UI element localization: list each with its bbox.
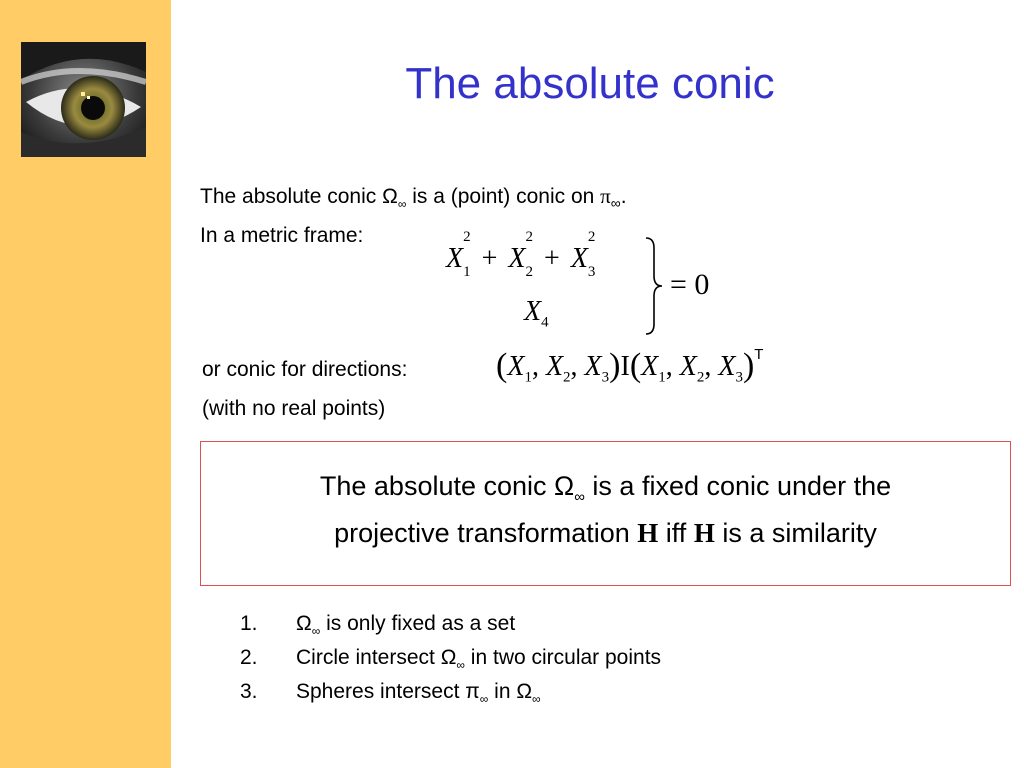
- eq-comma: ,: [704, 351, 712, 382]
- eq-comma: ,: [665, 351, 673, 382]
- list-item: [240, 677, 661, 711]
- eq-var: X: [679, 351, 697, 382]
- infinity-subscript: ∞: [456, 658, 465, 673]
- eq-var: X: [584, 351, 602, 382]
- directions-label: or conic for directions:: [202, 358, 408, 381]
- eq-sub: 2: [525, 263, 534, 280]
- list-item: [240, 609, 661, 643]
- omega-symbol: Ω: [440, 646, 457, 669]
- no-real-points-label: (with no real points): [202, 397, 386, 420]
- eq-var: X: [641, 351, 659, 382]
- list-number: 3.: [240, 680, 258, 703]
- theorem-text-1: The absolute conic: [319, 471, 555, 501]
- eq-var: X: [570, 243, 588, 274]
- eq-var: X: [718, 351, 736, 382]
- theorem-text-3: projective transformation: [334, 518, 638, 549]
- eq-identity: I: [620, 351, 630, 382]
- eq-sub: 3: [587, 263, 596, 280]
- metric-frame-label: In a metric frame:: [200, 224, 364, 247]
- infinity-subscript: ∞: [574, 488, 585, 506]
- h-symbol: H: [637, 518, 659, 549]
- list-number: 2.: [240, 646, 258, 669]
- omega-symbol: Ω: [296, 612, 312, 635]
- eye-logo-icon: [21, 42, 146, 157]
- intro-period: .: [620, 185, 627, 208]
- list-number: 1.: [240, 612, 258, 635]
- eq-sub: 3: [601, 369, 610, 386]
- equation-row-2: [524, 296, 549, 332]
- omega-symbol: Ω: [554, 471, 575, 501]
- eq-comma: ,: [570, 351, 578, 382]
- theorem-text: [201, 468, 1010, 551]
- eq-sub: 4: [541, 314, 549, 331]
- eq-zero: 0: [694, 268, 710, 301]
- intro-line: [200, 183, 627, 217]
- intro-text-2: is a (point) conic on: [406, 185, 601, 208]
- eq-var: X: [508, 243, 526, 274]
- equation-equals: [670, 268, 709, 302]
- infinity-subscript: ∞: [397, 197, 407, 212]
- eq-var: X: [545, 351, 564, 382]
- directions-equation: ($X_1$, $X_2$, $X_3)I(X_1$, $X_2$, $X_3)^T$: [496, 345, 764, 386]
- pi-symbol: π: [600, 184, 611, 208]
- consequence-list: [240, 609, 661, 711]
- eq-comma: ,: [531, 351, 539, 382]
- list-text: Circle intersect: [296, 646, 441, 669]
- eq-equals: =: [670, 268, 687, 301]
- right-brace-icon: [642, 236, 672, 336]
- infinity-subscript: ∞: [532, 692, 541, 707]
- eq-transpose: T: [754, 345, 764, 363]
- eq-sup: 2: [525, 229, 534, 245]
- eq-sub: 1: [463, 263, 471, 280]
- intro-text-1: The absolute conic: [200, 185, 383, 208]
- eq-var: X: [446, 243, 464, 274]
- eq-sub: 1: [524, 369, 532, 386]
- theorem-text-4: is a similarity: [714, 518, 877, 549]
- slide-title: The absolute conic: [405, 59, 775, 108]
- infinity-subscript: ∞: [311, 624, 321, 639]
- eq-plus: +: [544, 243, 560, 274]
- theorem-line-2: [201, 515, 1010, 551]
- theorem-line-1: [201, 468, 1010, 515]
- equation-row-1: [446, 229, 596, 280]
- list-text: in Ω: [488, 680, 533, 703]
- theorem-iff: iff: [658, 518, 694, 549]
- omega-symbol: Ω: [382, 185, 398, 208]
- eq-plus: +: [481, 243, 498, 274]
- theorem-text-2: is a fixed conic under the: [584, 471, 892, 501]
- theorem-box: [200, 441, 1011, 586]
- infinity-subscript: ∞: [479, 692, 489, 707]
- list-text: in two circular points: [464, 646, 662, 669]
- list-item: [240, 643, 661, 677]
- eq-sub: 2: [563, 369, 571, 386]
- list-text: Spheres intersect π: [296, 680, 480, 703]
- eq-var: X: [507, 351, 525, 382]
- eq-var: X: [524, 296, 542, 327]
- eq-sub: 3: [735, 369, 743, 386]
- eq-sub: 2: [696, 369, 705, 386]
- eq-sub: 1: [658, 369, 666, 386]
- eq-sup: 2: [463, 229, 471, 245]
- eq-sup: 2: [587, 229, 596, 245]
- h-symbol: H: [693, 518, 715, 549]
- list-text: is only fixed as a set: [320, 612, 516, 635]
- infinity-subscript-pi: ∞: [610, 195, 621, 212]
